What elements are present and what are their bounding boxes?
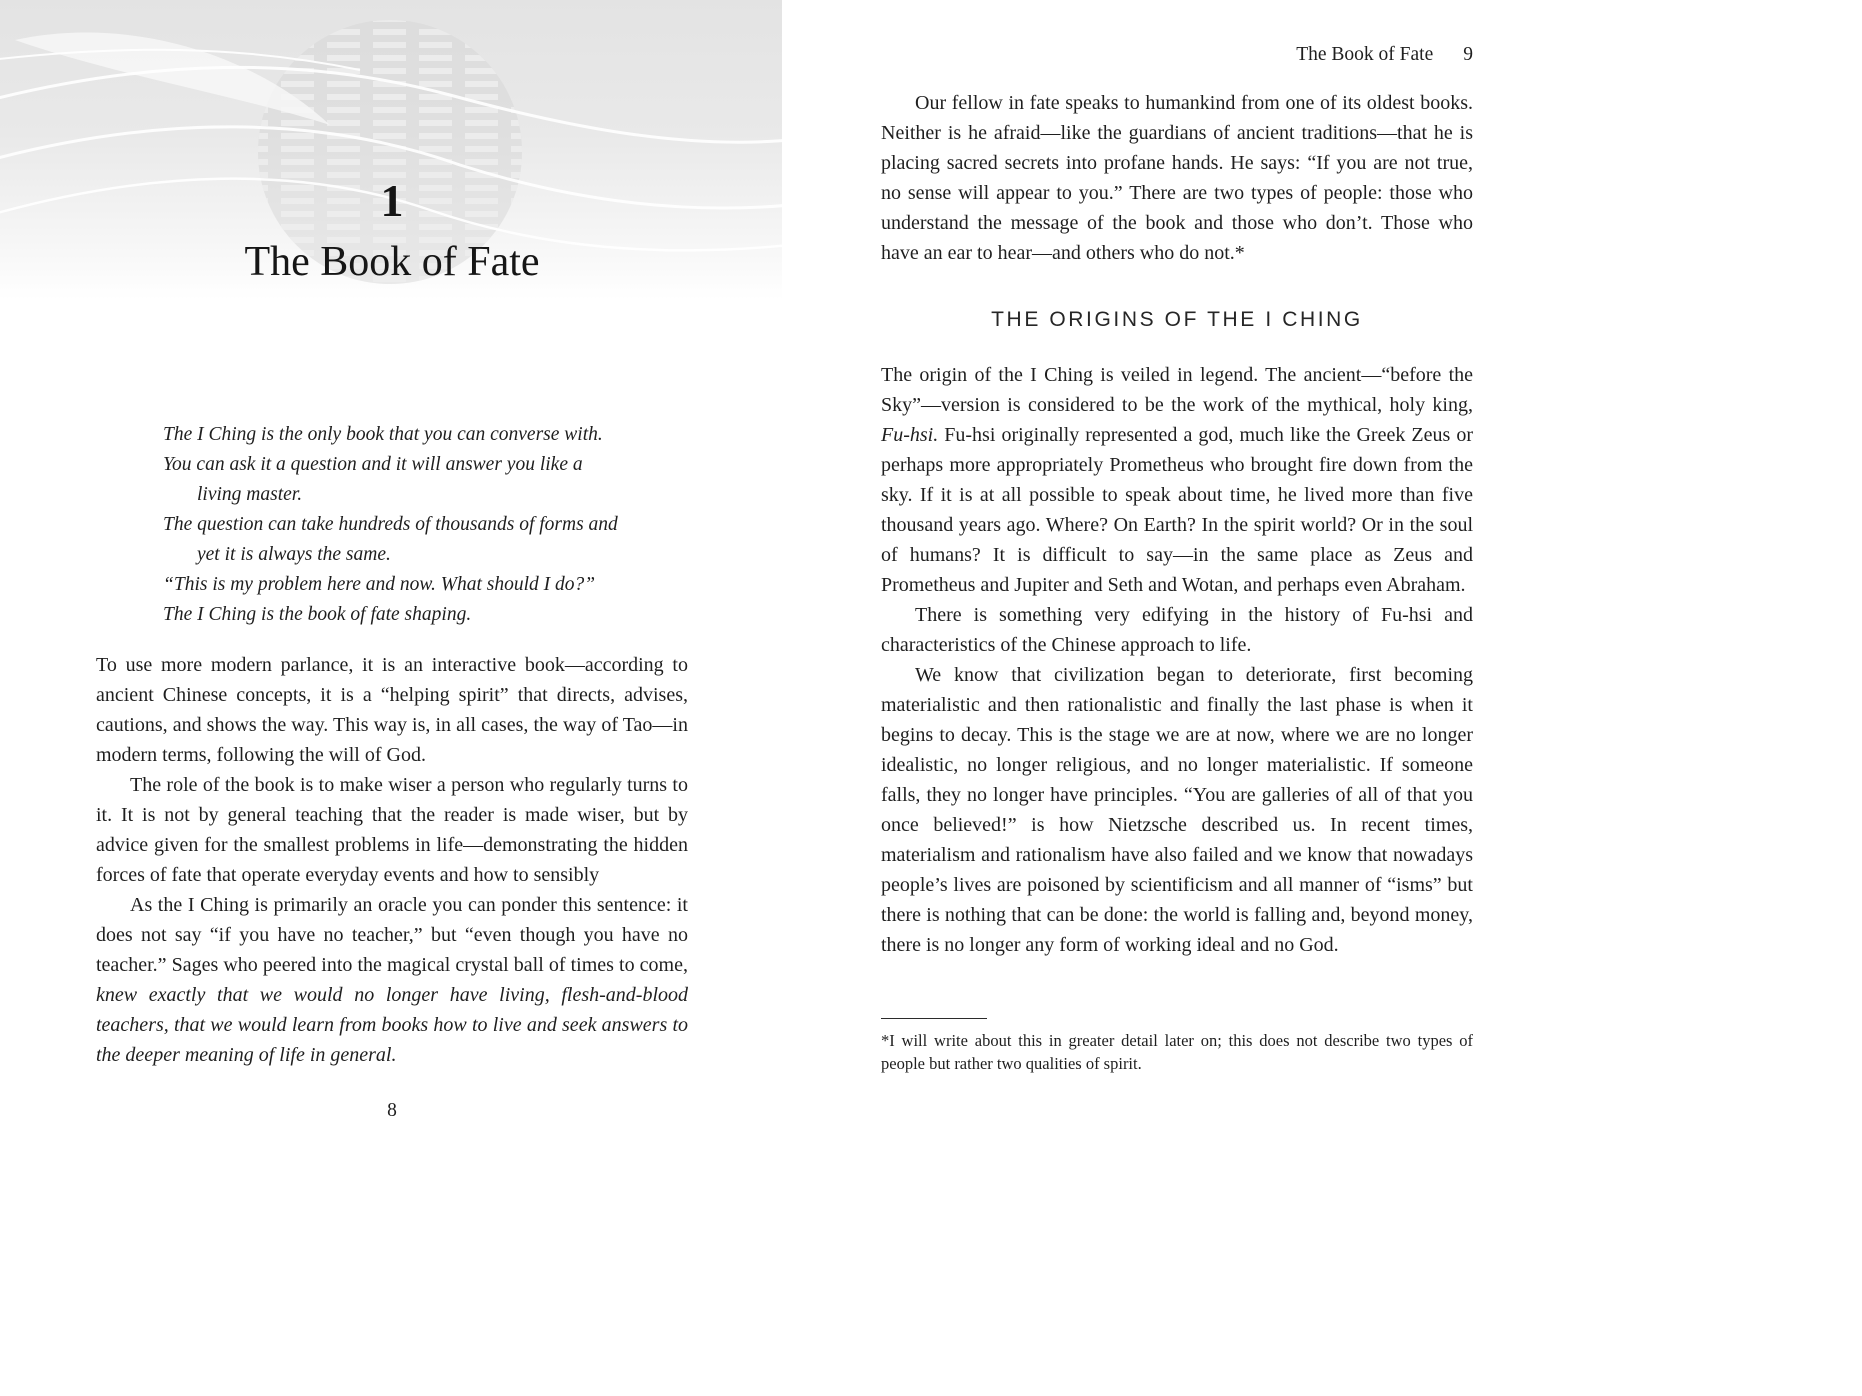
epigraph-line: “This is my problem here and now. What should I do?” [163, 574, 596, 595]
section-heading: THE ORIGINS OF THE I CHING [991, 308, 1363, 331]
footnote [881, 1018, 1473, 1075]
epigraph-line: The I Ching is the book of fate shaping. [163, 604, 472, 625]
footnote-text: *I will write about this in greater detail later on; this does not describe two types of people but rather two qualities of spirit. [881, 1031, 1473, 1073]
paragraph-text-italic: Fu-hsi. [881, 424, 939, 446]
chapter-heading [96, 175, 688, 286]
page-number-left: 8 [387, 1100, 397, 1121]
epigraph-line: You can ask it a question and it will answer you like a [163, 454, 583, 475]
paragraph: There is something very edifying in the history of Fu-hsi and characteristics of the Chinese approach to life. [881, 604, 1473, 656]
page-number-right: 9 [1463, 44, 1473, 65]
paragraph [881, 360, 1473, 600]
paragraph: Our fellow in fate speaks to humankind from one of its oldest books. Neither is he afraid—like the guardians of ancient traditions—that he is placing sacred secrets into profane hands. He says: “If you are not true, no sense will appear to you.” There are two types of people: those who understand the message of the book and those who don’t. Those who have an ear to hear—and others who do not.* [881, 92, 1473, 264]
epigraph-line: The question can take hundreds of thousands of forms and [163, 514, 618, 535]
chapter-title: The Book of Fate [244, 239, 540, 285]
paragraph: The role of the book is to make wiser a person who regularly turns to it. It is not by general teaching that the reader is made wiser, but by advice given for the smallest problems in life—demonstrating the hidden forces of fate that operate everyday events and how to sensibly [96, 774, 688, 886]
body-text-left [96, 650, 688, 1070]
epigraph [163, 420, 633, 630]
paragraph-text-italic: knew exactly that we would no longer have living, flesh-and-blood teachers, that we would learn from books how to live and seek answers to the deeper meaning of life in general. [96, 984, 688, 1066]
running-header [881, 44, 1473, 66]
paragraph: To use more modern parlance, it is an interactive book—according to ancient Chinese concepts, it is a “helping spirit” that directs, advises, cautions, and shows the way. This way is, in all cases, the way of Tao—in modern terms, following the will of God. [96, 654, 688, 766]
epigraph-line: living master. [197, 484, 303, 505]
footnote-rule [881, 1018, 987, 1019]
chapter-number: 1 [380, 175, 404, 226]
paragraph-text: The origin of the I Ching is veiled in legend. The ancient—“before the Sky”—version is considered to be the work of the mythical, holy king, [881, 364, 1473, 416]
paragraph-text: Fu-hsi originally represented a god, much like the Greek Zeus or perhaps more appropriately Prometheus who brought fire down from the sky. If it is at all possible to speak about time, he lived more than five thousand years ago. Where? On Earth? In the spirit world? Or in the soul of humans? It is difficult to say—in the same place as Zeus and Prometheus and Jupiter and Seth and Wotan, and perhaps even Abraham. [881, 424, 1473, 596]
epigraph-line: The I Ching is the only book that you can converse with. [163, 424, 603, 445]
paragraph [96, 890, 688, 1070]
running-header-title: The Book of Fate [1296, 44, 1434, 65]
paragraph: We know that civilization began to deteriorate, first becoming materialistic and then rationalistic and finally the last phase is when it begins to decay. This is the stage we are at now, where we are no longer idealistic, no longer religious, and no longer materialistic. If someone falls, they no longer have principles. “You are galleries of all of that you once believed!” is how Nietzsche described us. In recent times, materialism and rationalism have also failed and we know that nowadays people’s lives are poisoned by scientificism and all manner of “isms” but there is nothing that can be done: the world is falling and, beyond money, there is no longer any form of working ideal and no God. [881, 664, 1473, 956]
epigraph-line: yet it is always the same. [197, 544, 391, 565]
body-text-right [881, 88, 1473, 960]
paragraph-text: As the I Ching is primarily an oracle you can ponder this sentence: it does not say “if you have no teacher,” but “even though you have no teacher.” Sages who peered into the magical crystal ball of times to come, [96, 894, 688, 976]
